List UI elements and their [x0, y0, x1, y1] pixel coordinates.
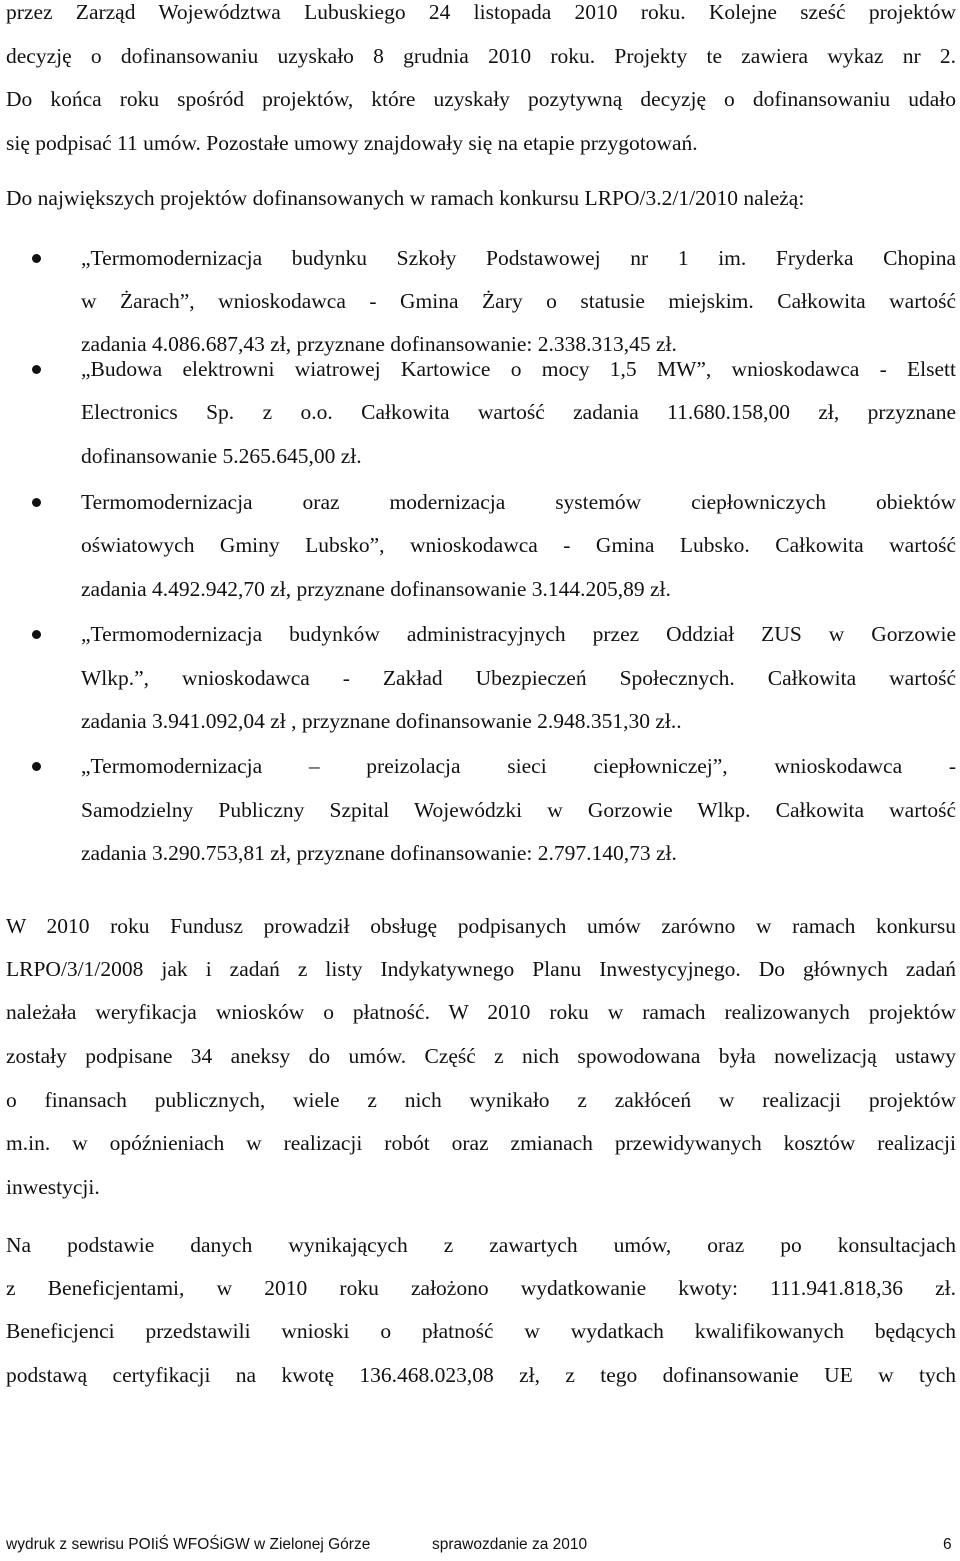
paragraph-line: Na podstawie danych wynikających z zawartych umów, oraz po konsultacjach [6, 1233, 956, 1257]
paragraph-line: przez Zarząd Województwa Lubuskiego 24 listopada 2010 roku. Kolejne sześć projektów [6, 0, 956, 24]
paragraph-line: o finansach publicznych, wiele z nich wynikało z zakłóceń w realizacji projektów [6, 1088, 956, 1112]
paragraph-line: decyzję o dofinansowaniu uzyskało 8 grudnia 2010 roku. Projekty te zawiera wykaz nr 2. [6, 44, 956, 68]
bullet-icon [32, 762, 41, 771]
paragraph-line: Do największych projektów dofinansowanych w ramach konkursu LRPO/3.2/1/2010 należą: [6, 186, 805, 210]
list-item-line: Samodzielny Publiczny Szpital Wojewódzki w Gorzowie Wlkp. Całkowita wartość [81, 798, 956, 822]
list-item-line: Termomodernizacja oraz modernizacja systemów ciepłowniczych obiektów [81, 490, 956, 514]
list-item-line: dofinansowanie 5.265.645,00 zł. [81, 444, 362, 468]
bullet-icon [32, 498, 41, 507]
paragraph-line: inwestycji. [6, 1175, 100, 1199]
paragraph-line: LRPO/3/1/2008 jak i zadań z listy Indykatywnego Planu Inwestycyjnego. Do głównych zadań [6, 957, 956, 981]
paragraph-line: z Beneficjentami, w 2010 roku założono wydatkowanie kwoty: 111.941.818,36 zł. [6, 1276, 956, 1300]
list-item-line: zadania 4.086.687,43 zł, przyznane dofinansowanie: 2.338.313,45 zł. [81, 332, 677, 356]
list-item-line: „Termomodernizacja budynku Szkoły Podstawowej nr 1 im. Fryderka Chopina [81, 246, 956, 270]
paragraph-line: Do końca roku spośród projektów, które uzyskały pozytywną decyzję o dofinansowaniu udało [6, 87, 956, 111]
paragraph-line: m.in. w opóźnieniach w realizacji robót oraz zmianach przewidywanych kosztów realizacji [6, 1131, 956, 1155]
page-number: 6 [943, 1536, 952, 1553]
paragraph-line: W 2010 roku Fundusz prowadził obsługę podpisanych umów zarówno w ramach konkursu [6, 914, 956, 938]
paragraph-line: Beneficjenci przedstawili wnioski o płatność w wydatkach kwalifikowanych będących [6, 1319, 956, 1343]
list-item-line: w Żarach”, wnioskodawca - Gmina Żary o statusie miejskim. Całkowita wartość [81, 289, 956, 313]
list-item-line: Electronics Sp. z o.o. Całkowita wartość zadania 11.680.158,00 zł, przyznane [81, 400, 956, 424]
list-item-line: „Budowa elektrowni wiatrowej Kartowice o mocy 1,5 MW”, wnioskodawca - Elsett [81, 357, 956, 381]
paragraph-line: podstawą certyfikacji na kwotę 136.468.023,08 zł, z tego dofinansowanie UE w tych [6, 1363, 956, 1387]
bullet-icon [32, 365, 41, 374]
list-item-line: „Termomodernizacja budynków administracyjnych przez Oddział ZUS w Gorzowie [81, 622, 956, 646]
paragraph-line: zostały podpisane 34 aneksy do umów. Część z nich spowodowana była nowelizacją ustawy [6, 1044, 956, 1068]
bullet-icon [32, 254, 41, 263]
paragraph-line: należała weryfikacja wniosków o płatność. W 2010 roku w ramach realizowanych projektów [6, 1000, 956, 1024]
list-item-line: „Termomodernizacja – preizolacja sieci ciepłowniczej”, wnioskodawca - [81, 754, 956, 778]
list-item-line: zadania 4.492.942,70 zł, przyznane dofinansowanie 3.144.205,89 zł. [81, 577, 671, 601]
list-item-line: zadania 3.290.753,81 zł, przyznane dofinansowanie: 2.797.140,73 zł. [81, 841, 677, 865]
footer-report-title: sprawozdanie za 2010 [432, 1536, 588, 1553]
footer-source: wydruk z sewrisu POIiŚ WFOŚiGW w Zielonej Górze [6, 1536, 371, 1553]
list-item-line: oświatowych Gminy Lubsko”, wnioskodawca - Gmina Lubsko. Całkowita wartość [81, 533, 956, 557]
paragraph-line: się podpisać 11 umów. Pozostałe umowy znajdowały się na etapie przygotowań. [6, 131, 698, 155]
bullet-icon [32, 630, 41, 639]
list-item-line: Wlkp.”, wnioskodawca - Zakład Ubezpieczeń Społecznych. Całkowita wartość [81, 666, 956, 690]
list-item-line: zadania 3.941.092,04 zł , przyznane dofinansowanie 2.948.351,30 zł.. [81, 709, 682, 733]
